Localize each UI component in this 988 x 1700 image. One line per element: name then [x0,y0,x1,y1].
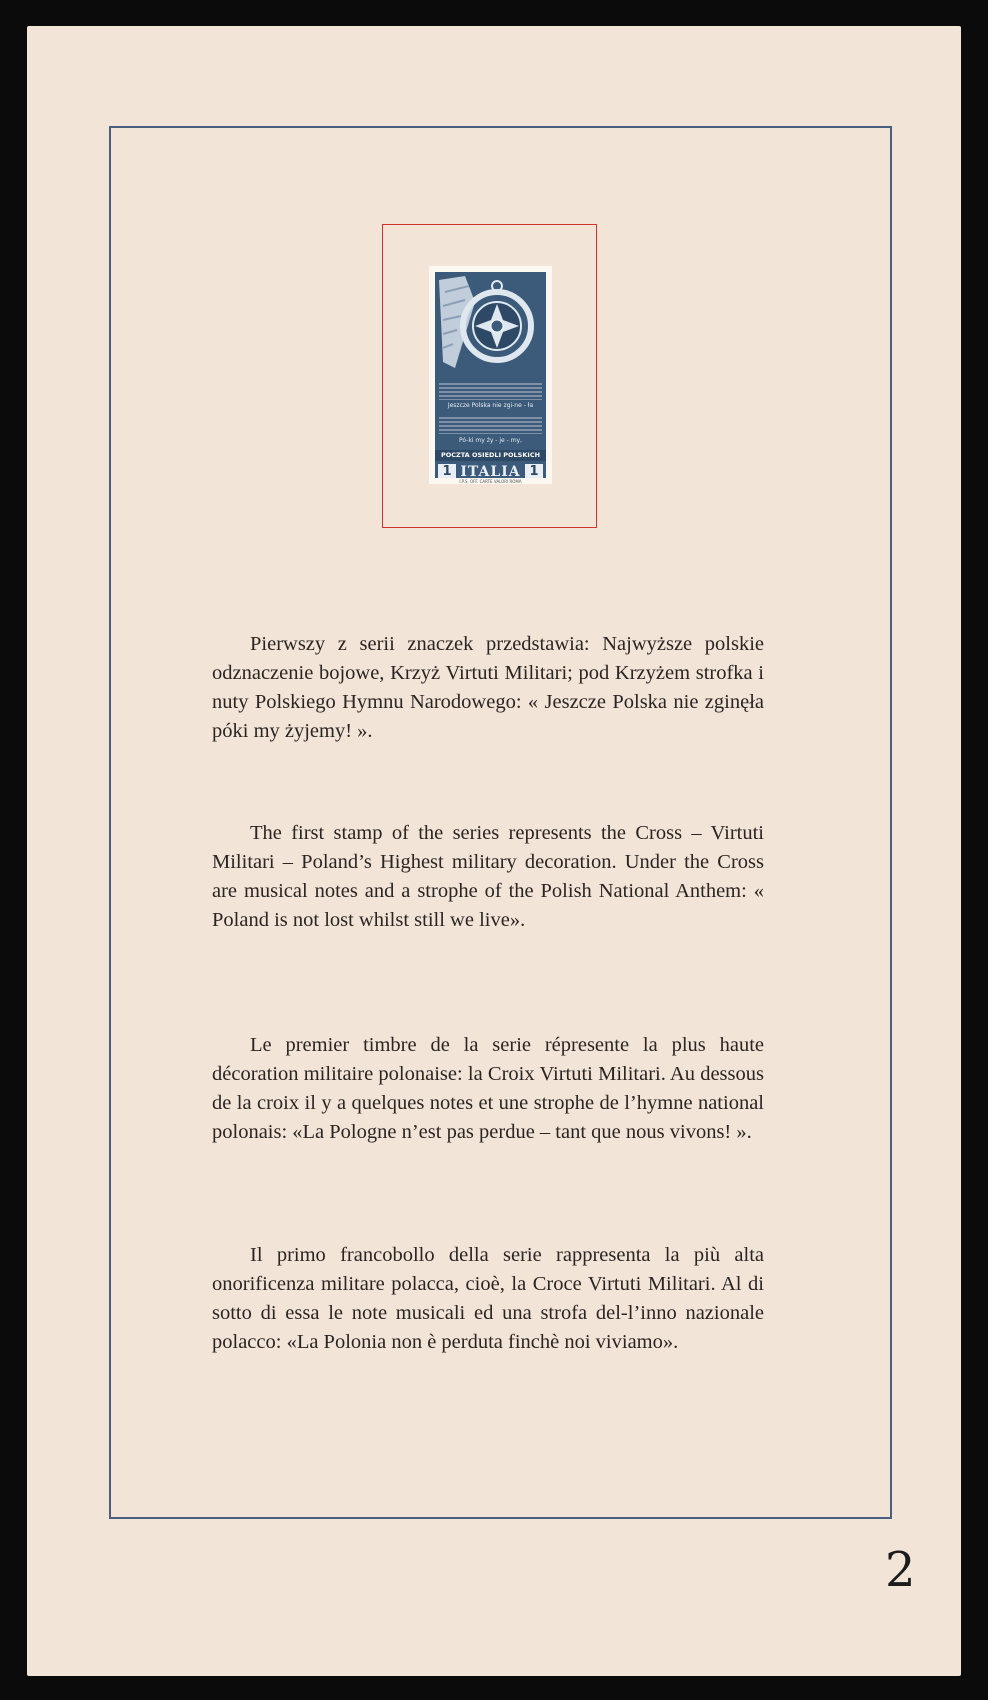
stamp-value-right: 1 [525,464,543,478]
music-staff-2 [439,416,542,434]
stamp-mount [382,224,597,528]
page-number: 2 [885,1542,916,1598]
stamp-design [435,272,546,478]
stamp-lyrics-line-2: Pó-ki my ży - je - my, [458,437,523,444]
stamp-lyrics-line-1: Jeszcze Polska nie zgi-ne - ła [447,402,534,409]
stamp-value-left: 1 [438,464,456,478]
music-staff-1 [439,382,542,400]
paragraph-french: Le premier timbre de la serie répresente la plus haute décoration militaire polonaise: la Croix Virtuti Militari. Au dessous de la croix il y a quelques notes et une strophe de l’hymne national polonais: «La Pologne n’est pas perdue – tant que nous vivons! ». [212,1034,764,1143]
paragraph-polish: Pierwszy z serii znaczek przedstawia: Najwyższe polskie odznaczenie bojowe, Krzyż Virtuti Militari; pod Krzyżem strofka i nuty Polskiego Hymnu Narodowego: « Jeszcze Polska nie zginęła póki my żyjemy! ». [212,633,764,742]
stamp-country: ITALIA [460,464,521,478]
stamp-caption: POCZTA OSIEDLI POLSKICH [435,450,546,461]
paragraph-italian: Il primo francobollo della serie rappresenta la più alta onorificenza militare polacca, cioè, la Croce Virtuti Militari. Al di sotto di essa le note musicali ed una strofa del-l’inno nazionale polacco: «La Polonia non è perduta finchè noi viviamo». [212,1244,764,1353]
postage-stamp [429,266,552,484]
paragraph-english: The first stamp of the series represents the Cross – Virtuti Militari – Poland’s Highest military decoration. Under the Cross are musical notes and a strophe of the Polish National Anthem: « Poland is not lost whilst still we live». [212,822,764,931]
stamp-printer-imprint: I.P.S. OFF. CARTE VALORI ROMA [459,479,522,484]
stamp-value-bar [435,462,546,478]
virtuti-militari-cross-icon [435,272,546,378]
page-sheet [27,26,961,1676]
